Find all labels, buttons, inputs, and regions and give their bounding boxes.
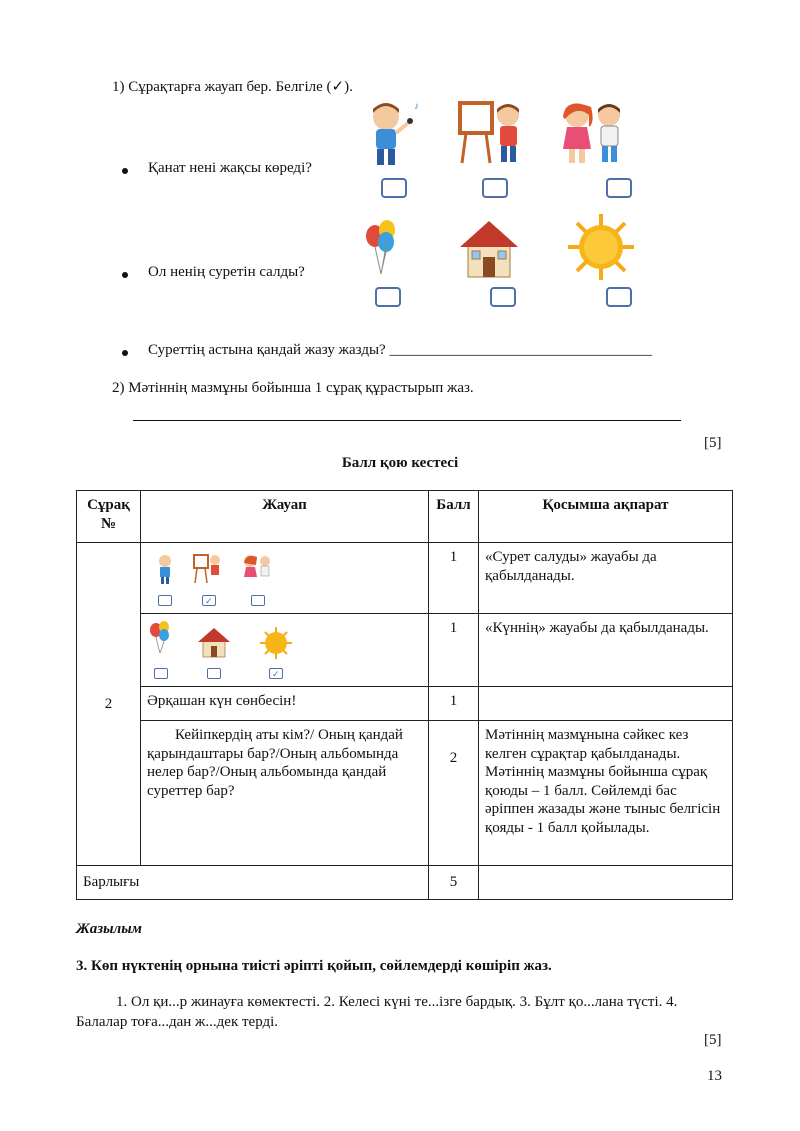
house-icon <box>458 217 520 279</box>
answer-checkbox <box>158 595 172 606</box>
points-cell: 1 <box>429 687 479 721</box>
score-top: [5] <box>704 435 722 451</box>
q1-bullet-1: Қанат нені жақсы көреді? <box>148 160 312 176</box>
header-question-no: Сұрақ № <box>77 491 141 543</box>
info-cell <box>479 687 733 721</box>
score-table <box>76 490 733 900</box>
q1-bullet-2: Ол ненің суретін салды? <box>148 264 305 280</box>
sun-icon <box>566 212 636 282</box>
info-cell: Мәтіннің мазмұнына сәйкес кез келген сұрақтар қабылданады. Мәтіннің мазмұны бойынша сұрақ қоюды – 1 балл. Сөйлемді бас әріппен жазады және тыныс белгісін қояды - 1 балл қойылады. <box>479 721 733 866</box>
bullet-icon <box>122 272 128 278</box>
balloons-icon <box>364 218 398 276</box>
table-row <box>77 721 733 866</box>
answer-line <box>133 420 681 421</box>
header-answer: Жауап <box>141 491 429 543</box>
answer-checkbox[interactable] <box>490 287 516 307</box>
answer-cell: Әрқашан күн сөнбесін! <box>141 687 429 721</box>
answer-checkbox[interactable] <box>375 287 401 307</box>
table-header-row <box>77 491 733 543</box>
balloons-icon <box>149 620 171 654</box>
table-title: Балл қою кестесі <box>341 455 459 471</box>
painting-boy-icon <box>456 97 528 169</box>
table-row <box>77 543 733 614</box>
house-icon <box>197 626 231 658</box>
info-cell: «Күннің» жауабы да қабылданады. <box>479 614 733 687</box>
question-number: 2 <box>77 543 141 866</box>
answer-checkbox[interactable] <box>606 287 632 307</box>
answer-checkbox <box>251 595 265 606</box>
answer-pictures-row2 <box>141 614 429 687</box>
bullet-icon <box>122 350 128 356</box>
points-cell: 2 <box>429 721 479 866</box>
score-bottom: [5] <box>704 1032 722 1048</box>
answer-checkbox <box>154 668 168 679</box>
header-points: Балл <box>429 491 479 543</box>
task-heading: 3. Көп нүктенің орнына тиісті әріпті қойып, сөйлемдерді көшіріп жаз. <box>76 958 552 974</box>
answer-checkbox[interactable] <box>381 178 407 198</box>
answer-checkbox <box>207 668 221 679</box>
answer-pictures-row1 <box>141 543 429 614</box>
section-title: Жазылым <box>76 921 142 937</box>
task-text-line1: 1. Ол қи...р жинауға көмектесті. 2. Келесі күні те...ізге бардық. 3. Бұлт қо...лана түсті. 4. <box>116 994 678 1010</box>
painting-boy-icon <box>193 553 223 585</box>
info-cell: «Сурет салуды» жауабы да қабылданады. <box>479 543 733 614</box>
total-label: Барлығы <box>77 866 429 900</box>
points-cell: 1 <box>429 614 479 687</box>
q2-heading: 2) Мәтіннің мазмұны бойынша 1 сұрақ құрастырып жаз. <box>112 380 474 396</box>
table-row <box>77 687 733 721</box>
table-total-row <box>77 866 733 900</box>
page-number: 13 <box>707 1068 722 1084</box>
children-playing-icon <box>241 553 275 585</box>
children-playing-icon <box>555 97 633 171</box>
check-icon: ✓ <box>272 670 280 680</box>
singing-boy-icon <box>356 95 424 173</box>
answer-checkbox-checked <box>269 668 283 679</box>
table-row <box>77 614 733 687</box>
points-cell: 1 <box>429 543 479 614</box>
task-text-line2: Балалар тоға...дан ж...дек терді. <box>76 1014 279 1030</box>
check-icon: ✓ <box>205 597 213 607</box>
total-info <box>479 866 733 900</box>
sun-icon <box>259 626 293 660</box>
q1-bullet-3: Суреттің астына қандай жазу жазды? ___________________________________ <box>148 342 652 358</box>
answer-checkbox[interactable] <box>606 178 632 198</box>
answer-cell: Кейіпкердің аты кім?/ Оның қандай қарындаштары бар?/Оның альбомында нелер бар?/Оның альбомында қандай суреттер бар? <box>141 721 429 866</box>
svg-text:♪: ♪ <box>414 101 419 112</box>
singing-boy-icon <box>153 553 179 585</box>
header-extra-info: Қосымша ақпарат <box>479 491 733 543</box>
answer-checkbox-checked <box>202 595 216 606</box>
total-points: 5 <box>429 866 479 900</box>
q1-heading: 1) Сұрақтарға жауап бер. Белгіле (✓). <box>112 79 353 95</box>
bullet-icon <box>122 168 128 174</box>
answer-checkbox[interactable] <box>482 178 508 198</box>
